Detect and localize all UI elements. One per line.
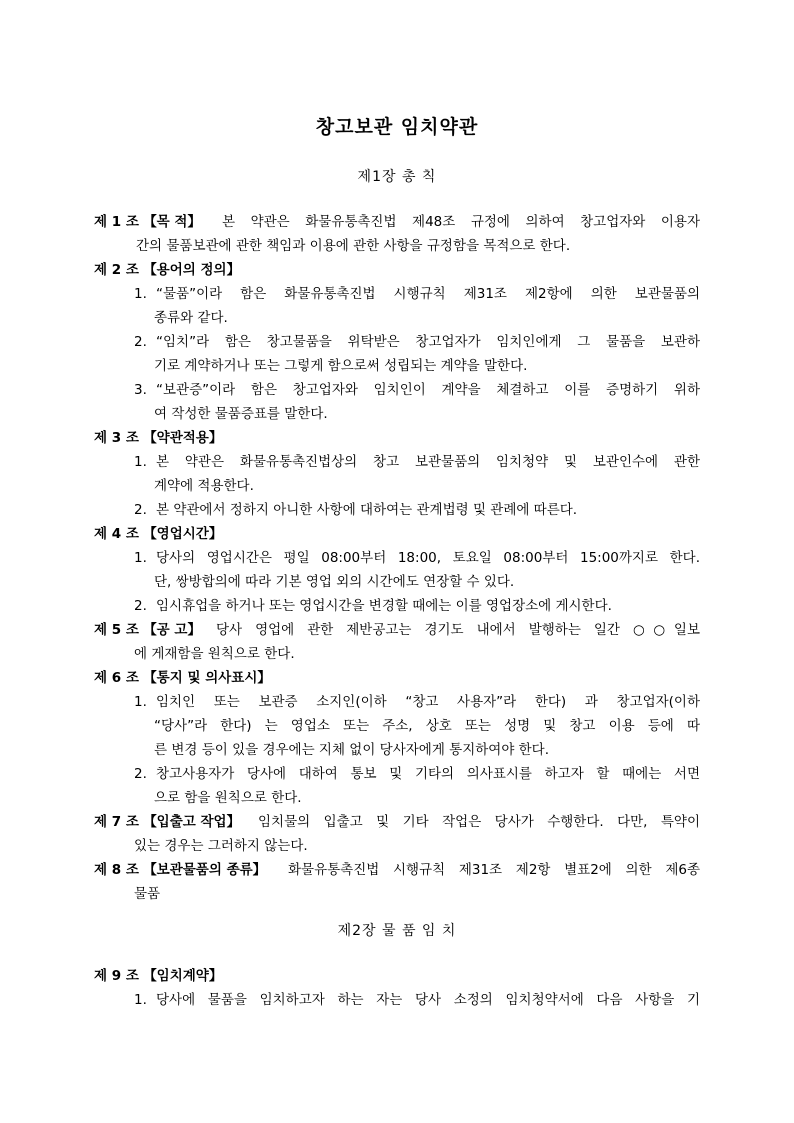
- article-label: 제 4 조: [94, 526, 139, 542]
- article-text: 화물유통촉진법 시행규칙 제31조 제2항 별표2에 의한 제6종: [288, 862, 700, 878]
- item-text: 창고사용자가 당사에 대하여 통보 및 기타의 의사표시를 하고자 할 때에는 서면: [156, 766, 700, 782]
- chapter-1-heading: 제1장 총 칙: [357, 169, 437, 185]
- document-title: 창고보관 임치약관: [315, 116, 479, 138]
- article-heading: 【통지 및 의사표시】: [143, 670, 271, 686]
- item-number: 1.: [134, 992, 147, 1008]
- item-text: “임치”라 함은 창고물품을 위탁받은 창고업자가 임치인에게 그 물품을 보관하: [156, 334, 700, 350]
- item-number: 2.: [134, 766, 147, 782]
- article-heading: 【임치계약】: [143, 968, 223, 984]
- item-text: 른 변경 등이 있을 경우에는 지체 없이 당사자에게 통지하여야 한다.: [154, 742, 550, 758]
- item-text: “보관증”이라 함은 창고업자와 임치인이 계약을 체결하고 이를 증명하기 위하: [156, 382, 700, 398]
- item-number: 2.: [134, 334, 147, 350]
- item-text: 기로 계약하거나 또는 그렇게 함으로써 성립되는 계약을 말한다.: [154, 358, 528, 374]
- article-3: [94, 429, 222, 447]
- chapter-2-heading: 제2장 물 품 임 치: [337, 923, 457, 939]
- item-text: 본 약관에서 정하지 아니한 사항에 대하여는 관계법령 및 관례에 따른다.: [156, 502, 578, 518]
- article-6: [94, 669, 271, 687]
- article-heading: 【목 적】: [143, 214, 201, 230]
- item-text: 여 작성한 물품증표를 말한다.: [154, 406, 328, 422]
- article-1: [94, 213, 201, 231]
- article-text: 물품: [134, 886, 161, 902]
- item-text: “당사”라 한다) 는 영업소 또는 주소, 상호 또는 성명 및 창고 이용 등에 따: [154, 718, 700, 734]
- item-text: 당사에 물품을 임치하고자 하는 자는 당사 소정의 임치청약서에 다음 사항을 기: [156, 992, 700, 1008]
- item-number: 1.: [134, 550, 147, 566]
- item-text: 계약에 적용한다.: [154, 478, 254, 494]
- article-heading: 【약관적용】: [143, 430, 223, 446]
- article-text: 당사 영업에 관한 제반공고는 경기도 내에서 발행하는 일간 ○○일보: [216, 622, 700, 638]
- item-text: 종류와 같다.: [154, 310, 228, 326]
- article-label: 제 2 조: [94, 262, 139, 278]
- item-number: 2.: [134, 598, 147, 614]
- article-text: 임치물의 입출고 및 기타 작업은 당사가 수행한다. 다만, 특약이: [258, 814, 700, 830]
- article-heading: 【영업시간】: [143, 526, 223, 542]
- article-5: [94, 621, 201, 639]
- article-8: [94, 861, 266, 879]
- article-label: 제 7 조: [94, 814, 139, 830]
- item-text: 당사의 영업시간은 평일 08:00부터 18:00, 토요일 08:00부터 15:00까지로 한다.: [156, 550, 700, 566]
- item-number: 1.: [134, 694, 147, 710]
- article-heading: 【용어의 정의】: [143, 262, 241, 278]
- item-text: “물품”이라 함은 화물유통촉진법 시행규칙 제31조 제2항에 의한 보관물품의: [156, 286, 700, 302]
- item-text: 본 약관은 화물유통촉진법상의 창고 보관물품의 임치청약 및 보관인수에 관한: [156, 454, 700, 470]
- article-9: [94, 967, 222, 985]
- item-text: 단, 쌍방합의에 따라 기본 영업 외의 시간에도 연장할 수 있다.: [154, 574, 515, 590]
- article-heading: 【공 고】: [143, 622, 201, 638]
- item-number: 1.: [134, 454, 147, 470]
- article-text: 간의 물품보관에 관한 책임과 이용에 관한 사항을 규정함을 목적으로 한다.: [136, 238, 571, 254]
- article-4: [94, 525, 222, 543]
- item-text: 으로 함을 원칙으로 한다.: [154, 790, 302, 806]
- article-text: 본 약관은 화물유통촉진법 제48조 규정에 의하여 창고업자와 이용자: [222, 214, 700, 230]
- article-heading: 【보관물품의 종류】: [143, 862, 267, 878]
- article-text: 에 게재함을 원칙으로 한다.: [134, 646, 295, 662]
- article-label: 제 3 조: [94, 430, 139, 446]
- item-number: 3.: [134, 382, 147, 398]
- article-label: 제 1 조: [94, 214, 139, 230]
- item-text: 임치인 또는 보관증 소지인(이하 “창고 사용자”라 한다) 과 창고업자(이하: [156, 694, 700, 710]
- article-label: 제 5 조: [94, 622, 139, 638]
- article-2: [94, 261, 240, 279]
- article-label: 제 9 조: [94, 968, 139, 984]
- article-heading: 【입출고 작업】: [143, 814, 241, 830]
- item-text: 임시휴업을 하거나 또는 영업시간을 변경할 때에는 이를 영업장소에 게시한다.: [156, 598, 612, 614]
- article-label: 제 8 조: [94, 862, 139, 878]
- article-7: [94, 813, 240, 831]
- article-label: 제 6 조: [94, 670, 139, 686]
- item-number: 2.: [134, 502, 147, 518]
- item-number: 1.: [134, 286, 147, 302]
- article-text: 있는 경우는 그러하지 않는다.: [134, 838, 308, 854]
